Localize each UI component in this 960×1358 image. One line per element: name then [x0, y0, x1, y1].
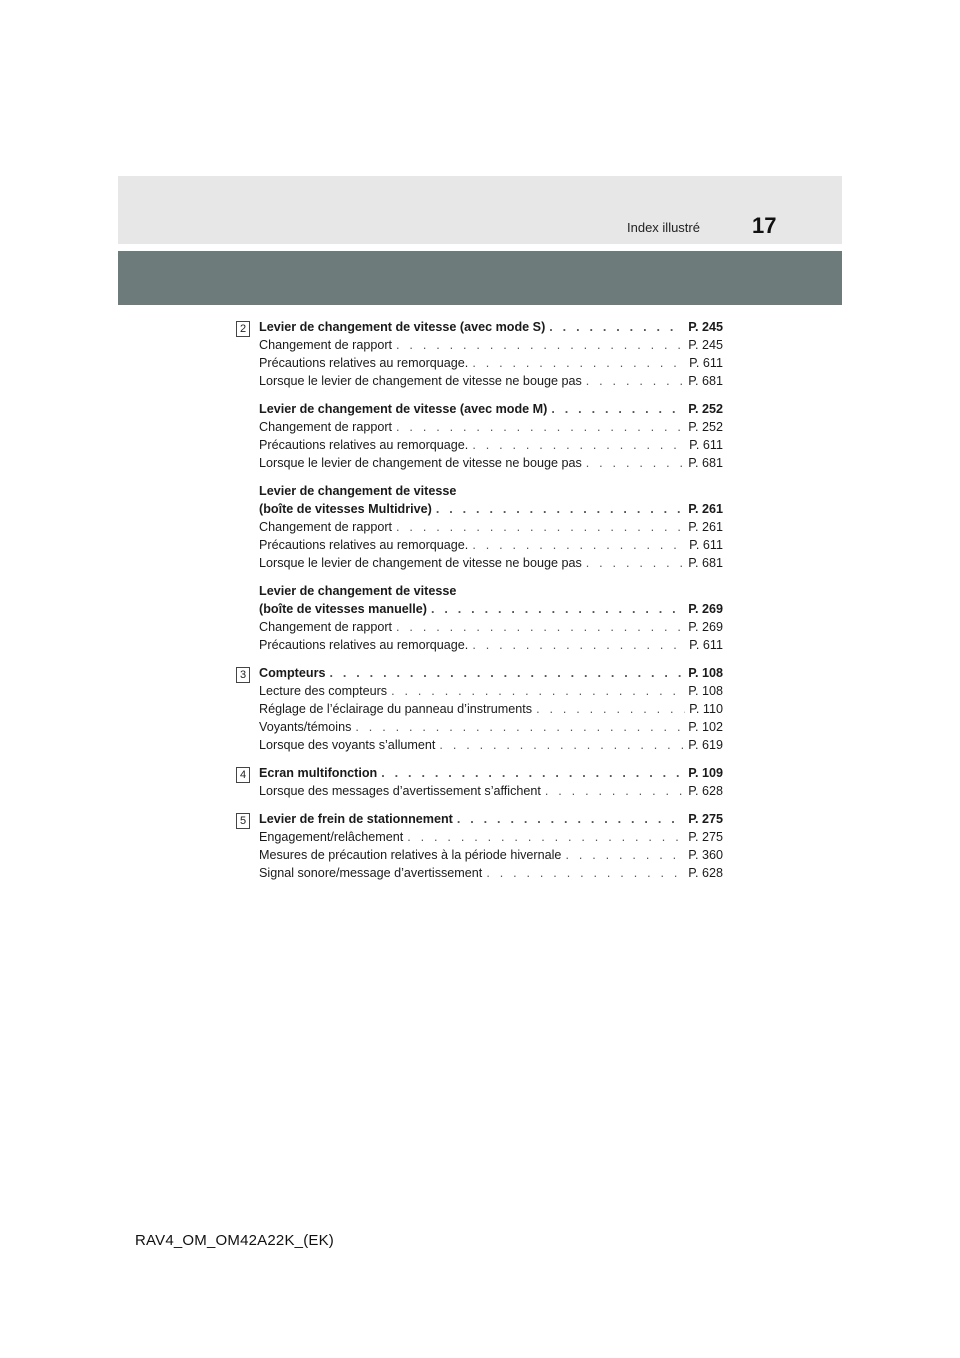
section-gap	[259, 656, 723, 666]
index-entry[interactable]	[259, 420, 723, 438]
index-entry[interactable]	[259, 684, 723, 702]
entry-page-ref[interactable]: P. 252	[688, 402, 723, 416]
index-entry[interactable]	[259, 848, 723, 866]
entry-page-ref[interactable]: P. 102	[688, 720, 723, 734]
entry-label: Lorsque le levier de changement de vitesse ne bouge pas	[259, 556, 582, 570]
index-entry[interactable]	[259, 812, 723, 830]
dot-leader	[486, 866, 684, 880]
index-entry[interactable]	[259, 356, 723, 374]
dot-leader	[439, 738, 684, 752]
index-entry[interactable]	[259, 374, 723, 392]
entry-label: Lorsque le levier de changement de vitesse ne bouge pas	[259, 456, 582, 470]
entry-label: Changement de rapport	[259, 338, 393, 352]
dot-leader	[407, 830, 684, 844]
entry-page-ref[interactable]: P. 275	[688, 812, 723, 826]
dot-leader	[472, 538, 685, 552]
dot-leader	[381, 766, 684, 780]
entry-page-ref[interactable]: P. 681	[688, 374, 723, 388]
entry-page-ref[interactable]: P. 611	[689, 638, 723, 652]
dot-leader	[586, 456, 684, 470]
entry-label: (boîte de vitesses Multidrive)	[259, 502, 432, 516]
index-entry[interactable]	[259, 784, 723, 802]
index-section	[239, 666, 723, 756]
dot-leader	[396, 620, 684, 634]
entry-page-ref[interactable]: P. 269	[688, 620, 723, 634]
entry-label: Levier de changement de vitesse	[259, 584, 457, 598]
entry-page-ref[interactable]: P. 269	[688, 602, 723, 616]
group-gap	[259, 392, 723, 402]
dot-leader	[396, 520, 684, 534]
dot-leader	[586, 374, 684, 388]
index-entry[interactable]	[259, 320, 723, 338]
entry-label: Lecture des compteurs	[259, 684, 388, 698]
document-code: RAV4_OM_OM42A22K_(EK)	[135, 1232, 335, 1249]
entry-label: Levier de changement de vitesse (avec mode M)	[259, 402, 548, 416]
index-section	[239, 320, 723, 656]
entry-label: Levier de changement de vitesse (avec mode S)	[259, 320, 546, 334]
entry-page-ref[interactable]: P. 611	[689, 356, 723, 370]
entry-page-ref[interactable]: P. 108	[688, 666, 723, 680]
section-marker: 3	[236, 667, 250, 683]
index-entry[interactable]	[259, 666, 723, 684]
entry-page-ref[interactable]: P. 245	[688, 320, 723, 334]
entry-page-ref[interactable]: P. 275	[688, 830, 723, 844]
entry-label: Lorsque le levier de changement de vitesse ne bouge pas	[259, 374, 582, 388]
entry-label: Engagement/relâchement	[259, 830, 404, 844]
index-entry[interactable]	[259, 556, 723, 574]
entry-label: Précautions relatives au remorquage.	[259, 438, 469, 452]
section-marker: 4	[236, 767, 250, 783]
index-entry[interactable]	[259, 538, 723, 556]
dot-leader	[551, 402, 684, 416]
index-entry[interactable]	[259, 502, 723, 520]
index-entry[interactable]	[259, 620, 723, 638]
dot-leader	[431, 602, 684, 616]
dot-leader	[396, 420, 684, 434]
section-marker: 2	[236, 321, 250, 337]
index-entry[interactable]	[259, 866, 723, 884]
index-content	[239, 320, 723, 884]
entry-label: Voyants/témoins	[259, 720, 352, 734]
entry-page-ref[interactable]: P. 619	[688, 738, 723, 752]
section-gap	[259, 802, 723, 812]
index-entry[interactable]	[259, 720, 723, 738]
entry-label: (boîte de vitesses manuelle)	[259, 602, 427, 616]
index-entry[interactable]	[259, 456, 723, 474]
group-gap	[259, 574, 723, 584]
entry-label: Lorsque des messages d’avertissement s’affichent	[259, 784, 541, 798]
index-entry[interactable]	[259, 402, 723, 420]
entry-label: Levier de changement de vitesse	[259, 484, 457, 498]
section-marker: 5	[236, 813, 250, 829]
index-entry[interactable]	[259, 338, 723, 356]
entry-label: Changement de rapport	[259, 520, 393, 534]
dot-leader	[536, 702, 685, 716]
dot-leader	[457, 812, 684, 826]
entry-label: Ecran multifonction	[259, 766, 378, 780]
index-entry[interactable]	[259, 738, 723, 756]
dot-leader	[436, 502, 684, 516]
entry-page-ref[interactable]: P. 360	[688, 848, 723, 862]
entry-page-ref[interactable]: P. 681	[688, 456, 723, 470]
entry-page-ref[interactable]: P. 628	[688, 866, 723, 880]
dot-leader	[472, 638, 685, 652]
section-title: Index illustré	[627, 220, 700, 235]
index-entry[interactable]	[259, 702, 723, 720]
entry-label: Signal sonore/message d’avertissement	[259, 866, 483, 880]
entry-label: Changement de rapport	[259, 620, 393, 634]
entry-page-ref[interactable]: P. 611	[689, 438, 723, 452]
dot-leader	[329, 666, 684, 680]
page-number: 17	[752, 213, 777, 238]
entry-label: Compteurs	[259, 666, 326, 680]
group-gap	[259, 474, 723, 484]
header-bar	[118, 251, 842, 305]
entry-page-ref[interactable]: P. 611	[689, 538, 723, 552]
entry-label: Changement de rapport	[259, 420, 393, 434]
entry-label: Précautions relatives au remorquage.	[259, 638, 469, 652]
index-entry[interactable]	[259, 766, 723, 784]
entry-page-ref[interactable]: P. 681	[688, 556, 723, 570]
entry-label: Précautions relatives au remorquage.	[259, 356, 469, 370]
dot-leader	[472, 356, 685, 370]
dot-leader	[586, 556, 684, 570]
dot-leader	[545, 784, 684, 798]
index-entry[interactable]	[259, 638, 723, 656]
entry-label: Précautions relatives au remorquage.	[259, 538, 469, 552]
entry-page-ref[interactable]: P. 110	[689, 702, 723, 716]
index-entry[interactable]	[259, 520, 723, 538]
index-entry[interactable]	[259, 830, 723, 848]
entry-page-ref[interactable]: P. 261	[688, 520, 723, 534]
dot-leader	[396, 338, 684, 352]
index-entry[interactable]	[259, 484, 723, 502]
entry-page-ref[interactable]: P. 245	[688, 338, 723, 352]
dot-leader	[391, 684, 684, 698]
entry-page-ref[interactable]: P. 109	[688, 766, 723, 780]
header-band	[118, 176, 842, 244]
index-entry[interactable]	[259, 584, 723, 602]
entry-label: Lorsque des voyants s’allument	[259, 738, 436, 752]
entry-label: Levier de frein de stationnement	[259, 812, 453, 826]
dot-leader	[355, 720, 684, 734]
section-gap	[259, 756, 723, 766]
entry-page-ref[interactable]: P. 261	[688, 502, 723, 516]
dot-leader	[472, 438, 685, 452]
index-section	[239, 766, 723, 802]
entry-label: Mesures de précaution relatives à la période hivernale	[259, 848, 562, 862]
entry-page-ref[interactable]: P. 108	[688, 684, 723, 698]
dot-leader	[565, 848, 684, 862]
entry-label: Réglage de l’éclairage du panneau d’instruments	[259, 702, 533, 716]
dot-leader	[549, 320, 684, 334]
index-entry[interactable]	[259, 602, 723, 620]
entry-page-ref[interactable]: P. 252	[688, 420, 723, 434]
index-entry[interactable]	[259, 438, 723, 456]
index-section	[239, 812, 723, 884]
entry-page-ref[interactable]: P. 628	[688, 784, 723, 798]
